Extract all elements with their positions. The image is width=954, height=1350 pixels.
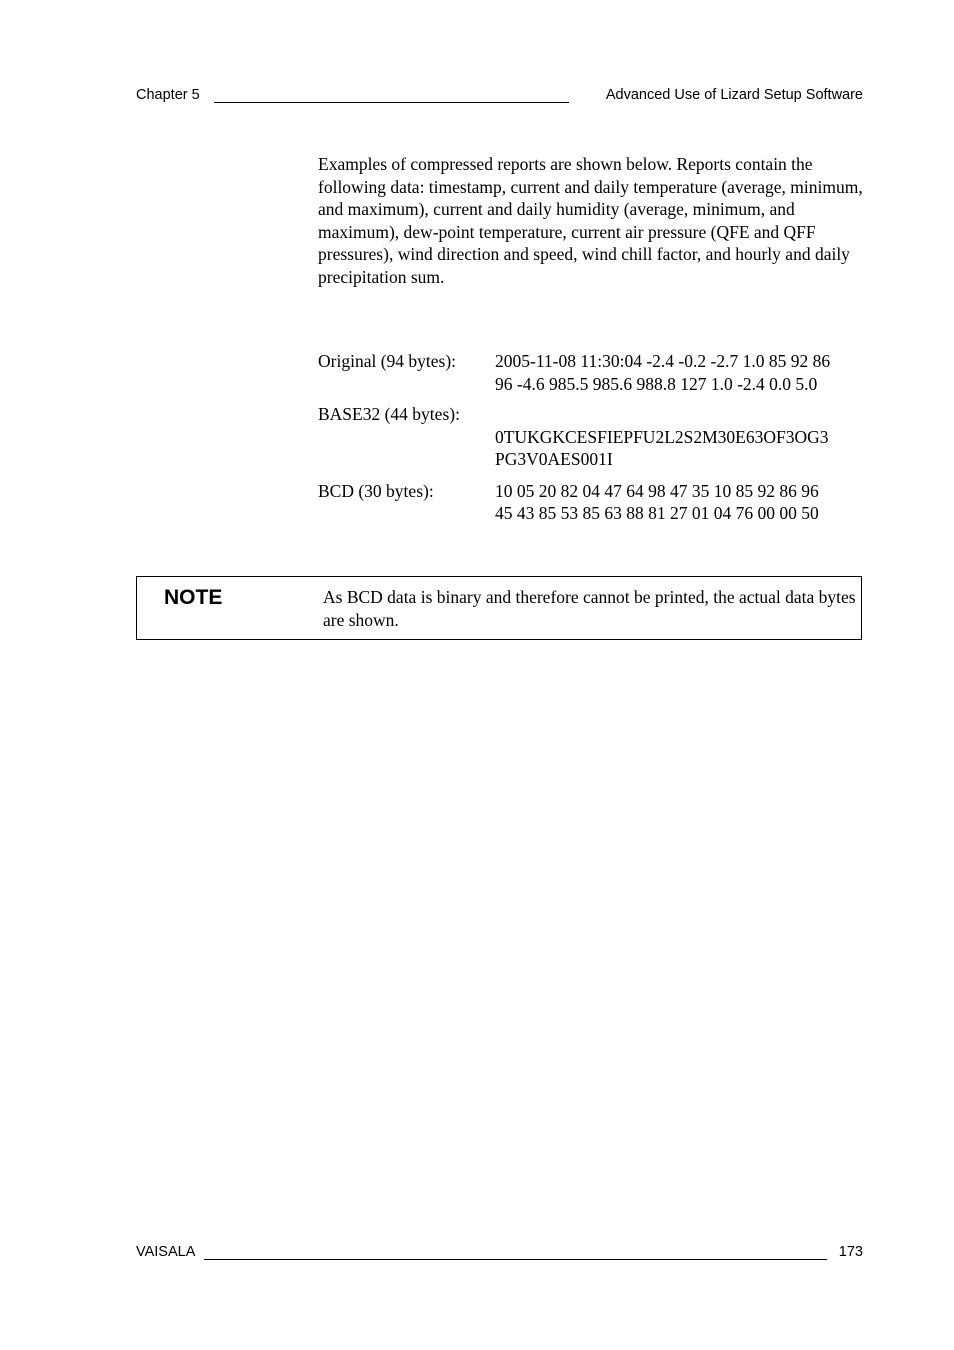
note-label: NOTE [164,586,223,609]
bcd-label: BCD (30 bytes): [318,481,434,501]
note-text: As BCD data is binary and therefore cannot be printed, the actual data bytes are shown. [323,587,856,630]
chapter-label: Chapter 5 [136,87,200,103]
section-title: Advanced Use of Lizard Setup Software [605,87,863,103]
footer-rule [204,1259,827,1260]
base32-label: BASE32 (44 bytes): [318,404,460,424]
original-value-line-1: 2005-11-08 11:30:04 -2.4 -0.2 -2.7 1.0 85 92 86 [495,351,831,371]
bcd-value-line-1: 10 05 20 82 04 47 64 98 47 35 10 85 92 86 96 [495,481,819,501]
original-value-line-2: 96 -4.6 985.5 985.6 988.8 127 1.0 -2.4 0.0 5.0 [495,374,818,394]
original-label: Original (94 bytes): [318,351,457,371]
intro-paragraph: Examples of compressed reports are shown below. Reports contain the following data: timestamp, current and daily temperature (average, minimum, and maximum), current and daily humidity (average, minimum, and maximum), dew-point temperature, current air pressure (QFE and QFF pressures), wind direction and speed, wind chill factor, and hourly and daily precipitation sum. [318,154,863,287]
footer-company: VAISALA [136,1244,196,1260]
base32-value-line-2: PG3V0AES001I [495,449,613,469]
header-rule [214,102,569,103]
base32-value-line-1: 0TUKGKCESFIEPFU2L2S2M30E63OF3OG3 [495,427,829,447]
page-number: 173 [838,1244,863,1260]
note-box [136,576,862,640]
bcd-value-line-2: 45 43 85 53 85 63 88 81 27 01 04 76 00 00 50 [495,503,819,523]
